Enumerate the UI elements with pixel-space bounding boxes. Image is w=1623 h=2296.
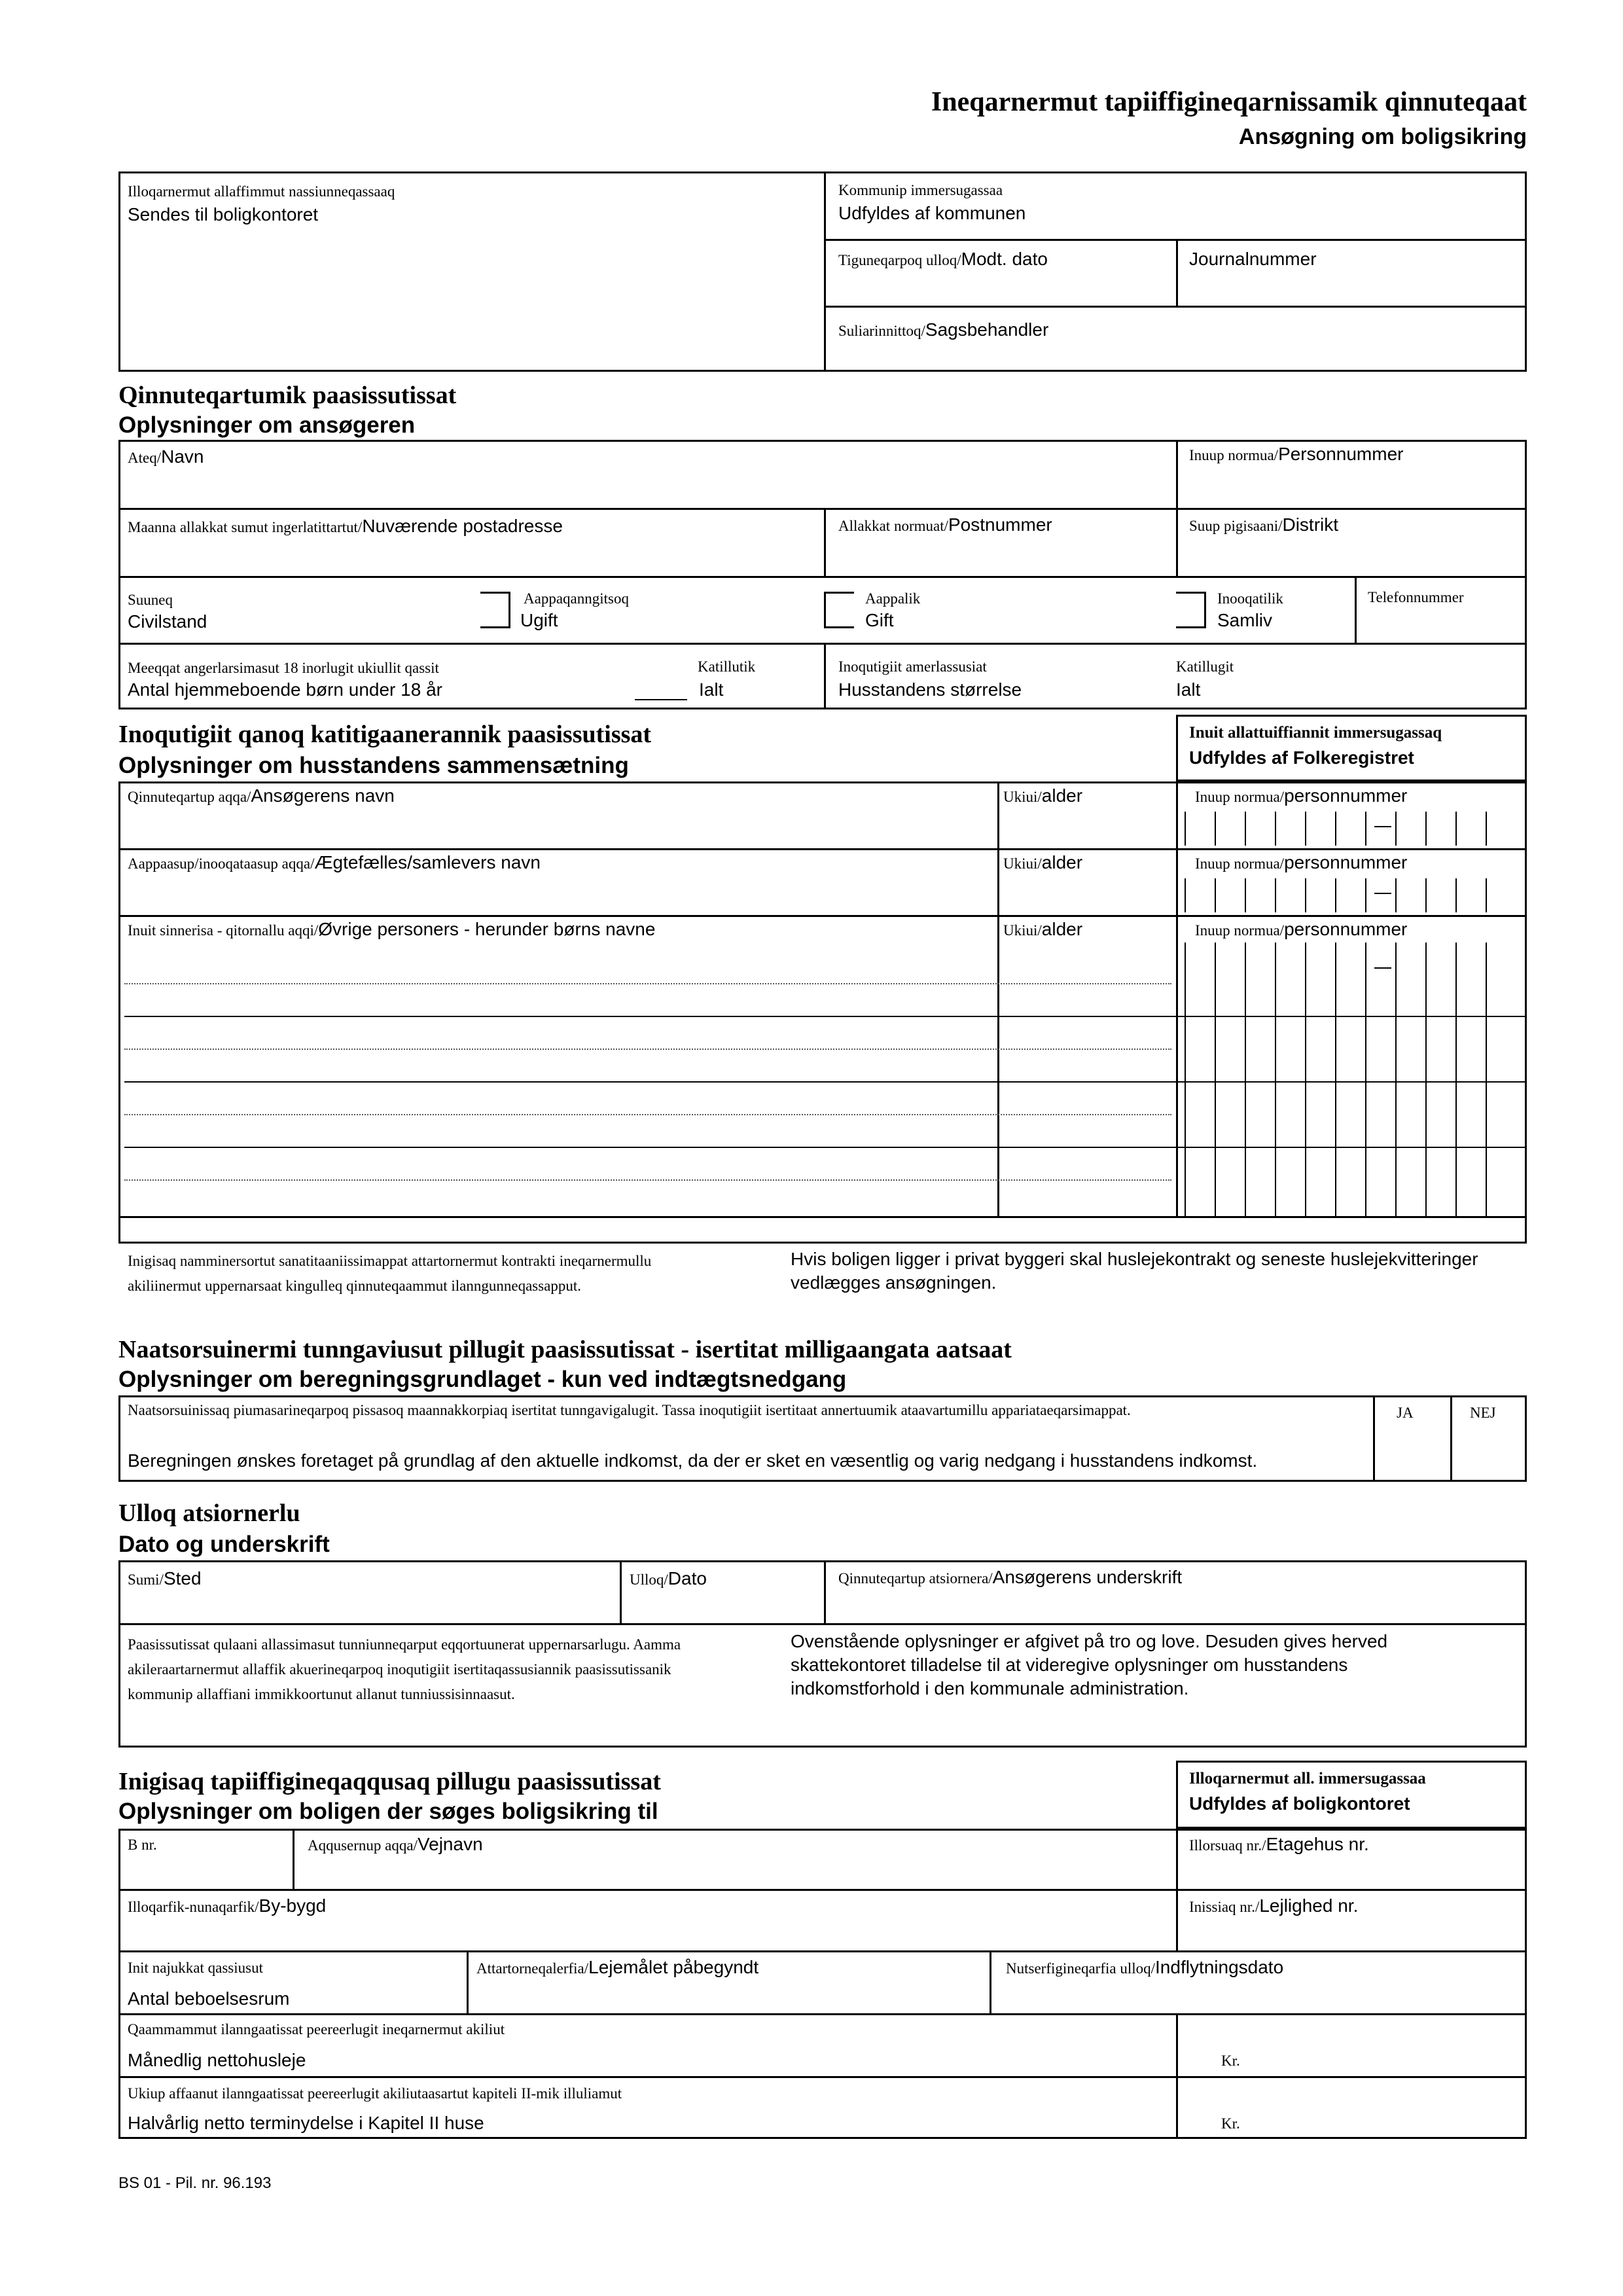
- applicant-heading-da: Oplysninger om ansøgeren: [118, 412, 416, 438]
- name-label-da: Navn: [161, 446, 204, 467]
- apartment-label-kl: Inissiaq nr./: [1189, 1899, 1260, 1915]
- postcode-field[interactable]: [838, 514, 1052, 535]
- children-total-label-da: Ialt: [699, 679, 724, 700]
- civil-status-label-kl: Suuneq: [128, 592, 173, 608]
- received-label-da: Modt. dato: [961, 249, 1048, 269]
- term-amount-field[interactable]: Kr.: [1221, 2115, 1240, 2132]
- movein-label-kl: Nutserfigineqarfia ulloq/: [1006, 1960, 1156, 1977]
- journal-number-label: Journalnummer: [1189, 249, 1317, 269]
- dwelling-heading-da: Oplysninger om boligen der søges boligsikring til: [118, 1799, 658, 1824]
- children-total-label-kl: Katillutik: [698, 658, 756, 675]
- household-table: [118, 781, 1527, 1244]
- cpr-header-2: Inuup normua/personnummer: [1195, 852, 1408, 872]
- cpr-label-da: Personnummer: [1278, 444, 1404, 464]
- bnr-field[interactable]: B nr.: [128, 1837, 157, 1853]
- married-label-kl: Aappalik: [865, 590, 921, 607]
- private-housing-note-da: Hvis boligen ligger i privat byggeri skal huslejekontrakt og seneste huslejekvitteringer vedlægges ansøgningen.: [791, 1249, 1478, 1293]
- unmarried-label-da: Ugift: [520, 610, 558, 630]
- other-persons-row[interactable]: [128, 919, 655, 940]
- other-persons-label-kl: Inuit sinnerisa - qitornallu aqqi/: [128, 922, 319, 939]
- spouse-name-row[interactable]: [128, 852, 541, 873]
- place-label-da: Sted: [163, 1568, 202, 1588]
- floor-label-kl: Illorsuaq nr./: [1189, 1837, 1266, 1854]
- town-label-da: By-bygd: [259, 1895, 327, 1916]
- floor-label-da: Etagehus nr.: [1266, 1834, 1369, 1854]
- cpr-header-1: Inuup normua/personnummer: [1195, 785, 1408, 806]
- place-label-kl: Sumi/: [128, 1571, 164, 1588]
- date-label-kl: Ulloq/: [630, 1571, 668, 1588]
- no-option[interactable]: NEJ: [1470, 1405, 1496, 1421]
- district-label-da: Distrikt: [1282, 514, 1339, 535]
- cpr-header-3: Inuup normua/personnummer: [1195, 919, 1408, 939]
- movein-label-da: Indflytningsdato: [1155, 1957, 1284, 1977]
- age-header-3: Ukiui/alder: [1003, 919, 1083, 939]
- date-label-da: Dato: [668, 1568, 707, 1588]
- calculation-heading-da: Oplysninger om beregningsgrundlaget - kun ved indtægtsnedgang: [118, 1367, 847, 1392]
- address-label-da: Nuværende postadresse: [362, 516, 563, 536]
- received-date-field[interactable]: [838, 249, 1048, 270]
- children-count-line[interactable]: [635, 699, 687, 700]
- children-label-da: Antal hjemmeboende børn under 18 år: [128, 679, 442, 700]
- housing-office-label-kl: Illoqarnermut all. immersugassaa: [1189, 1770, 1426, 1787]
- household-size-label-kl: Inoqutigiit amerlassusiat: [838, 658, 987, 675]
- postcode-label-da: Postnummer: [948, 514, 1052, 535]
- declaration-text-da: Ovenstående oplysninger er afgivet på tro og love. Desuden gives herved skattekontoret tilladelse til at videregive oplysninger om husstandens indkomstforhold i den kommunale administration.: [791, 1631, 1388, 1698]
- lease-start-field[interactable]: [476, 1957, 758, 1978]
- applicant-name-label-kl: Qinnuteqartup aqqa/: [128, 789, 251, 805]
- calculation-text-kl: Naatsorsuinissaq piumasarineqarpoq pissasoq maannakkorpiaq isertitat tunngavigalugit. Tassa inoqutigiit isertitaat annertuumik ataavartumillu appariataeqarsimappat.: [128, 1402, 1131, 1418]
- term-payment-label-da: Halvårlig netto terminydelse i Kapitel II huse: [128, 2113, 484, 2133]
- apartment-number-field[interactable]: [1189, 1895, 1358, 1916]
- phone-label: Telefonnummer: [1368, 589, 1464, 605]
- municipality-label-kl: Kommunip immersugassaa: [838, 182, 1003, 198]
- town-field[interactable]: [128, 1895, 326, 1916]
- signature-field[interactable]: [838, 1567, 1182, 1588]
- postal-address-field[interactable]: [128, 516, 563, 537]
- rooms-label-da[interactable]: Antal beboelsesrum: [128, 1988, 290, 2009]
- household-total-label-da: Ialt: [1176, 679, 1201, 700]
- married-checkbox[interactable]: [824, 592, 854, 628]
- form-title-kl: Ineqarnermut tapiiffigineqarnissamik qinnuteqaat: [931, 87, 1527, 117]
- received-label-kl: Tiguneqarpoq ulloq/: [838, 252, 961, 268]
- office-block: [118, 171, 1527, 372]
- yes-option[interactable]: JA: [1397, 1405, 1414, 1421]
- children-label-kl: Meeqqat angerlarsimasut 18 inorlugit ukiullit qassit: [128, 660, 439, 676]
- rooms-label-kl: Init najukkat qassiusut: [128, 1960, 263, 1976]
- household-size-label-da: Husstandens størrelse: [838, 679, 1022, 700]
- street-field[interactable]: [308, 1834, 483, 1855]
- rent-label-kl: Qaammammut ilanngaatissat peereerlugit ineqarnermut akiliut: [128, 2021, 505, 2037]
- unmarried-checkbox[interactable]: [480, 592, 510, 628]
- applicant-name-row[interactable]: [128, 785, 395, 806]
- caseworker-label-da: Sagsbehandler: [925, 319, 1049, 340]
- signature-heading-kl: Ulloq atsiornerlu: [118, 1499, 300, 1527]
- applicant-cpr-field[interactable]: [1189, 444, 1403, 465]
- married-label-da: Gift: [865, 610, 894, 630]
- town-label-kl: Illoqarfik-nunaqarfik/: [128, 1899, 259, 1915]
- municipality-label-da: Udfyldes af kommunen: [838, 203, 1026, 223]
- housing-office-label-da: Udfyldes af boligkontoret: [1189, 1793, 1410, 1814]
- apartment-label-da: Lejlighed nr.: [1259, 1895, 1359, 1916]
- household-heading-kl: Inoqutigiit qanoq katitigaanerannik paasissutissat: [118, 721, 652, 748]
- household-heading-da: Oplysninger om husstandens sammensætning: [118, 753, 629, 778]
- district-label-kl: Suup pigisaani/: [1189, 518, 1283, 534]
- calculation-text-da: Beregningen ønskes foretaget på grundlag af den aktuelle indkomst, da der er sket en væsentlig og varig nedgang i husstandens indkomst.: [128, 1450, 1258, 1471]
- cohabitation-label-kl: Inooqatilik: [1217, 590, 1283, 607]
- dwelling-heading-kl: Inigisaq tapiiffigineqaqqusaq pillugu paasissutissat: [118, 1768, 661, 1795]
- rent-label-da: Månedlig nettohusleje: [128, 2050, 306, 2070]
- age-header-1: Ukiui/alder: [1003, 785, 1083, 806]
- unmarried-label-kl: Aappaqanngitsoq: [524, 590, 629, 607]
- signature-heading-da: Dato og underskrift: [118, 1532, 330, 1557]
- registry-label-da: Udfyldes af Folkeregistret: [1189, 747, 1414, 768]
- signature-label-da: Ansøgerens underskrift: [992, 1567, 1183, 1587]
- registry-label-kl: Inuit allattuiffiannit immersugassaq: [1189, 724, 1442, 742]
- floor-number-field[interactable]: [1189, 1834, 1369, 1855]
- district-field[interactable]: [1189, 514, 1338, 535]
- lease-label-da: Lejemålet påbegyndt: [588, 1957, 759, 1977]
- lease-label-kl: Attartorneqalerfia/: [476, 1960, 589, 1977]
- form-title-da: Ansøgning om boligsikring: [1238, 124, 1527, 149]
- declaration-text-kl: Paasissutissat qulaani allassimasut tunniunneqarput eqqortuunerat uppernarsarlugu. Aamma akileraartarnermut allaffik akuerineqarpoq inoqutigiit isertitaqassusiannik paasissutissanik kommunip allaffiani immikkoortunut allanut tunniussisinnaasut.: [128, 1636, 681, 1702]
- private-housing-note-kl: Inigisaq namminersortut sanatitaaniissimappat attartornermut kontrakti ineqarnermullu akiliinermut uppernarsaat kingulleq qinnuteqaammut ilanngunneqassapput.: [128, 1253, 652, 1294]
- applicant-name-field[interactable]: [128, 446, 204, 467]
- term-payment-label-kl: Ukiup affaanut ilanngaatissat peereerlugit akiliutaasartut kapiteli II-mik illuliamut: [128, 2085, 622, 2102]
- name-label-kl: Ateq/: [128, 450, 162, 466]
- place-field[interactable]: [128, 1568, 202, 1589]
- signature-label-kl: Qinnuteqartup atsiornera/: [838, 1570, 993, 1587]
- send-to-office-label-kl: Illoqarnermut allaffimmut nassiunneqassaaq: [128, 183, 395, 200]
- street-label-kl: Aqqusernup aqqa/: [308, 1837, 418, 1854]
- calculation-heading-kl: Naatsorsuinermi tunngaviusut pillugit paasissutissat - isertitat milligaangata aatsaat: [118, 1336, 1012, 1363]
- spouse-name-label-kl: Aappaasup/inooqataasup aqqa/: [128, 855, 315, 872]
- applicant-name-label-da: Ansøgerens navn: [251, 785, 395, 806]
- age-header-2: Ukiui/alder: [1003, 852, 1083, 872]
- postcode-label-kl: Allakkat normuat/: [838, 518, 948, 534]
- address-label-kl: Maanna allakkat sumut ingerlatittartut/: [128, 519, 363, 535]
- caseworker-field[interactable]: [838, 319, 1048, 340]
- household-total-label-kl: Katillugit: [1176, 658, 1234, 675]
- date-field[interactable]: [630, 1568, 707, 1589]
- cohabitation-checkbox[interactable]: [1176, 592, 1206, 628]
- rent-amount-field[interactable]: Kr.: [1221, 2053, 1240, 2069]
- civil-status-label-da: Civilstand: [128, 611, 207, 632]
- other-persons-label-da: Øvrige personers - herunder børns navne: [318, 919, 656, 939]
- send-to-office-label-da: Sendes til boligkontoret: [128, 204, 319, 224]
- spouse-name-label-da: Ægtefælles/samlevers navn: [314, 852, 541, 872]
- street-label-da: Vejnavn: [418, 1834, 483, 1854]
- move-in-date-field[interactable]: [1006, 1957, 1283, 1978]
- cohabitation-label-da: Samliv: [1217, 610, 1273, 630]
- caseworker-label-kl: Suliarinnittoq/: [838, 323, 925, 339]
- applicant-heading-kl: Qinnuteqartumik paasissutissat: [118, 382, 457, 409]
- form-id: BS 01 - Pil. nr. 96.193: [118, 2174, 272, 2192]
- cpr-label-kl: Inuup normua/: [1189, 447, 1279, 463]
